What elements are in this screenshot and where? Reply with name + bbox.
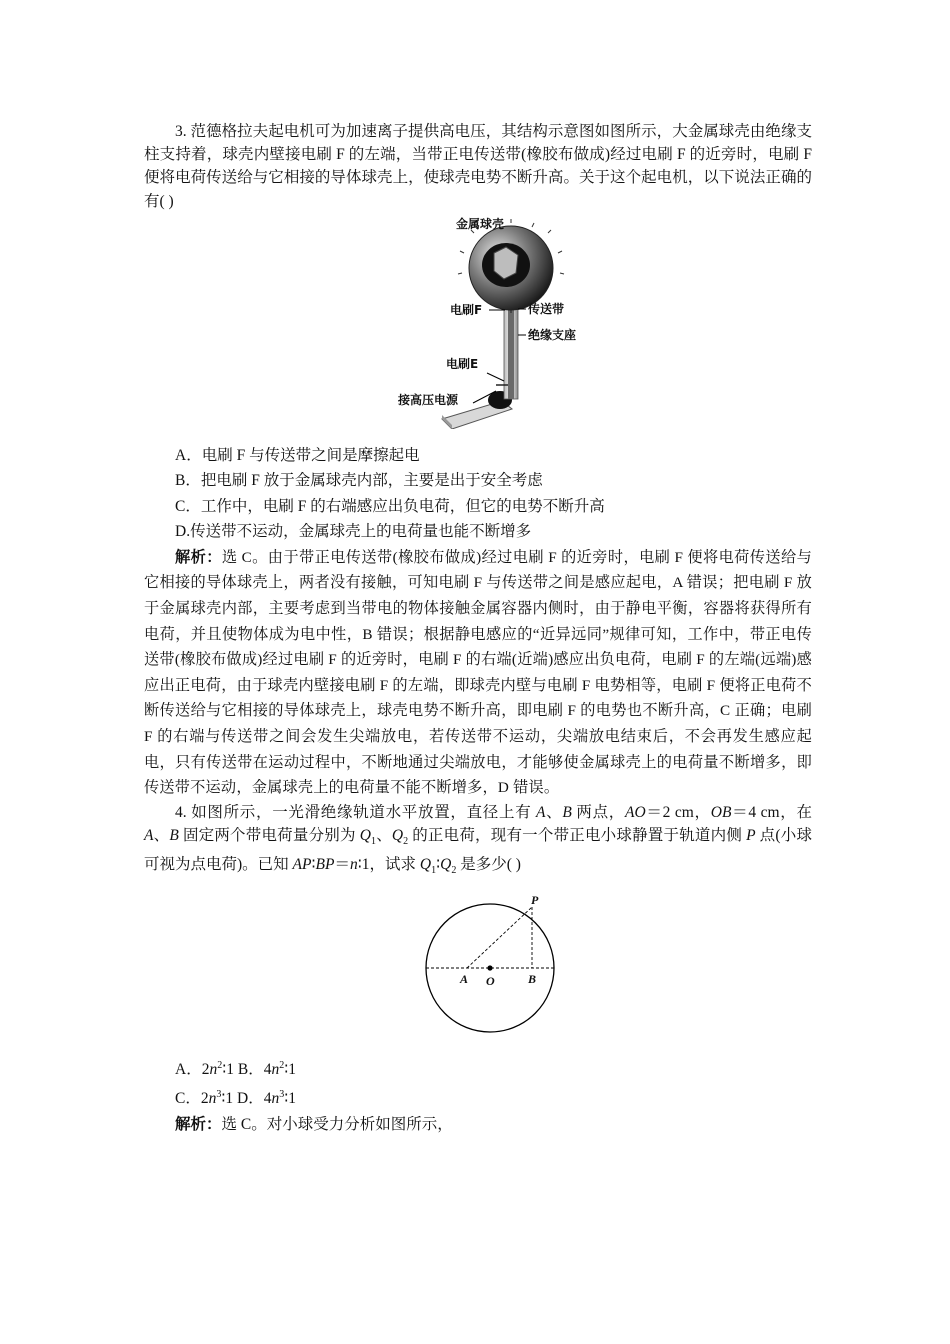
q4-stem-part: ∶1，试求	[357, 856, 420, 874]
q3-option-a: A．电刷 F 与传送带之间是摩擦起电	[175, 446, 420, 464]
q4-stem-part: 两点，	[571, 803, 626, 821]
subscript: 2	[403, 836, 409, 848]
exponent: 2	[279, 1059, 285, 1071]
subscript: 2	[451, 865, 457, 877]
label-b: B	[528, 971, 537, 986]
q4-options-cd	[175, 1082, 812, 1112]
q4-stem-part: 、	[153, 826, 170, 844]
variable-n: n	[271, 1090, 280, 1108]
q4-stem-part: 是多少( )	[456, 856, 521, 874]
q4-figure	[144, 883, 812, 1053]
exponent: 3	[216, 1089, 222, 1101]
label-brush-e: 电刷E	[446, 356, 479, 371]
q4-options-ab	[175, 1053, 812, 1083]
q4-stem-part: ＝4 cm，在	[731, 803, 812, 821]
label-p: P	[531, 892, 539, 907]
point-a: A	[144, 826, 154, 844]
option-text: ∶1 D．4	[221, 1090, 272, 1108]
q4-stem-part: ＝2 cm，	[645, 803, 711, 821]
document-page	[144, 120, 812, 1137]
q3-analysis-text: 选 C。由于带正电传送带(橡胶布做成)经过电刷 F 的近旁时，电刷 F 便将电荷传送给与它相接的导体球壳上，两者没有接触，可知电刷 F 与传送带之间是感应起电，A 错误；把电刷 F 放于金属球壳内部，主要考虑到当带电的物体接触金属容器内侧时，由于静电平衡，容器将获得所有电荷，并且使物体成为电中性，B 错误；根据静电感应的“近异远同”规律可知，工作中，带正电传送带(橡胶布做成)经过电刷 F 的近旁时，电刷 F 的右端(近端)感应出负电荷，电刷 F 的左端(远端)感应出正电荷，由于球壳内壁接电刷 F 的左端，即球壳内壁与电刷 F 电势相等，电刷 F 便将正电荷不断传送给与它相接的导体球壳上，球壳电势不断升高，即电刷 F 的电势也不断升高，C 正确；电刷 F 的右端与传送带之间会发生尖端放电，若传送带不运动，尖端放电结束后，不会再发生感应起电，只有传送带在运动过程中，不断地通过尖端放电，才能够使金属球壳上的电荷量不断增多，即传送带不运动，金属球壳上的电荷量不能不断增多，D 错误。	[144, 548, 812, 797]
q3-analysis-label: 解析：	[175, 548, 222, 566]
label-brush-f: 电刷F	[450, 302, 483, 317]
q4-analysis-text: 选 C。对小球受力分析如图所示，	[221, 1115, 453, 1133]
subscript: 1	[431, 865, 437, 877]
q4-stem-part: ∶	[436, 856, 441, 874]
variable-n: n	[209, 1060, 218, 1078]
label-a: A	[460, 971, 469, 986]
q4-stem-part: 点(小球可视为点电荷)。已知	[144, 826, 812, 874]
label-high-voltage-source: 接高压电源	[398, 392, 459, 407]
point-p: P	[746, 826, 756, 844]
q4-stem-part: 如图所示，一光滑绝缘轨道水平放置，直径上有	[186, 803, 536, 821]
charge-q: Q	[419, 856, 432, 874]
point-b: B	[562, 803, 572, 821]
variable-n: n	[271, 1060, 280, 1078]
q4-analysis	[175, 1112, 812, 1138]
variable-n: n	[208, 1090, 217, 1108]
q4-stem-part: 、	[376, 826, 392, 844]
label-o: O	[486, 973, 495, 988]
q4-stem-part: 、	[545, 803, 563, 821]
q3-figure	[144, 213, 812, 429]
q3-stem: 3. 范德格拉夫起电机可为加速离子提供高电压，其结构示意图如图所示，大金属球壳由绝缘支柱支持着，球壳内壁接电刷 F 的左端，当带正电传送带(橡胶布做成)经过电刷 F 的近旁时，电刷 F 便将电荷传送给与它相接的导体球壳上，使球壳电势不断升高。关于这个起电机，以下说法正确的有( )	[144, 123, 812, 210]
segment-ao: AO	[625, 803, 646, 821]
segment-ap: AP	[292, 856, 312, 874]
option-text: ∶1	[284, 1060, 296, 1078]
q4-number: 4.	[175, 803, 187, 821]
option-text: ∶1 B．4	[222, 1060, 272, 1078]
q4-stem-part: 的正电荷，现有一个带正电小球静置于轨道内侧	[408, 826, 747, 844]
exponent: 3	[279, 1089, 285, 1101]
point-b: B	[169, 826, 179, 844]
q3-option-c: C．工作中，电刷 F 的右端感应出负电荷，但它的电势不断升高	[175, 497, 605, 515]
option-text: C．2	[175, 1090, 209, 1108]
option-text: A．2	[175, 1060, 210, 1078]
q3-option-b: B．把电刷 F 放于金属球壳内部，主要是出于安全考虑	[175, 472, 543, 490]
circular-track-diagram	[144, 883, 812, 1053]
q4-stem-part: 固定两个带电荷量分别为	[178, 826, 360, 844]
q4-analysis-label: 解析：	[175, 1115, 222, 1133]
charge-q: Q	[391, 826, 404, 844]
van-de-graaff-generator-illustration	[144, 213, 812, 429]
charge-q: Q	[359, 826, 371, 844]
label-metal-shell: 金属球壳	[456, 216, 505, 231]
segment-bp: BP	[315, 856, 335, 874]
q3-option-d: D.传送带不运动，金属球壳上的电荷量也能不断增多	[175, 523, 532, 541]
charge-q: Q	[440, 856, 452, 874]
q4-stem-part: ∶	[311, 856, 316, 874]
label-belt: 传送带	[528, 301, 565, 316]
q4-stem-part: ＝	[334, 856, 350, 874]
option-text: ∶1	[284, 1090, 296, 1108]
segment-ob: OB	[710, 803, 732, 821]
point-a: A	[535, 803, 546, 821]
q3-analysis	[144, 545, 812, 801]
exponent: 2	[217, 1059, 223, 1071]
variable-n: n	[349, 856, 358, 874]
q4-stem	[144, 801, 812, 883]
label-insulated-support: 绝缘支座	[528, 327, 577, 342]
subscript: 1	[371, 836, 376, 848]
